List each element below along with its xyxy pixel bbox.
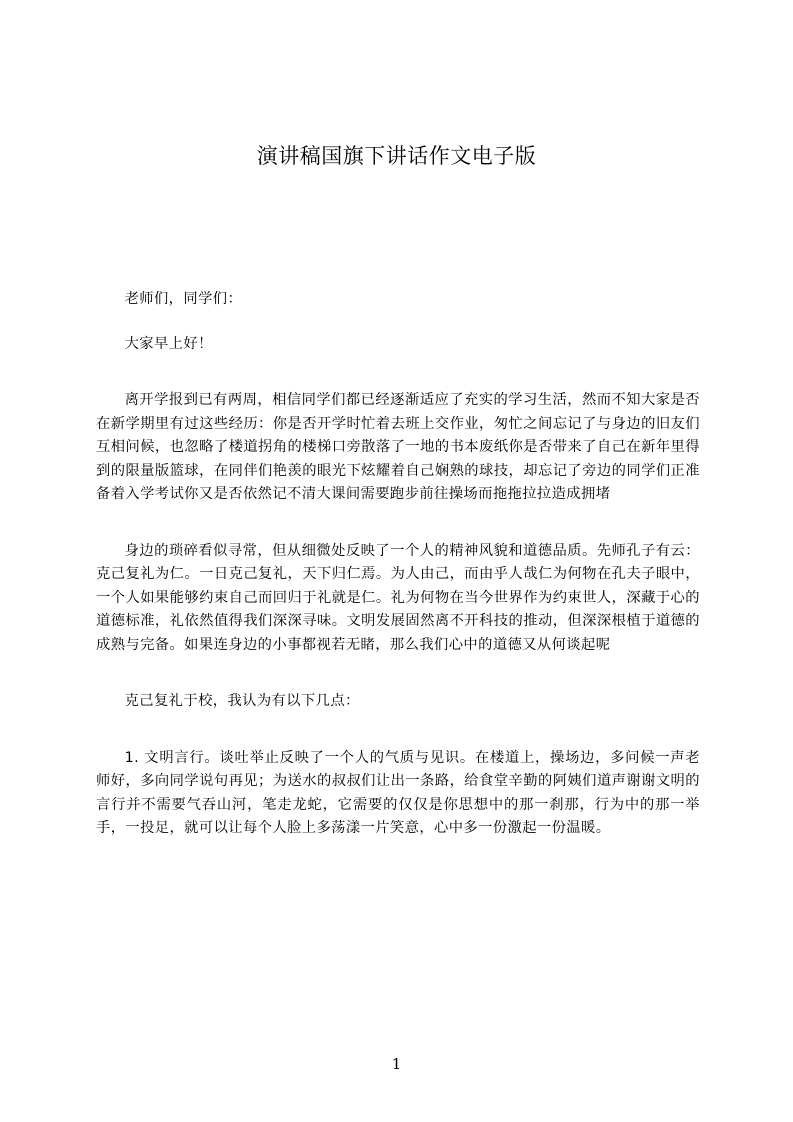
- document-body: [96, 288, 700, 841]
- salutation-paragraph: 大家早上好！: [124, 335, 213, 352]
- body-paragraph: 克己复礼于校，我认为有以下几点：: [124, 693, 360, 709]
- body-paragraph: 身边的琐碎看似寻常，但从细微处反映了一个人的精神风貌和道德品质。先师孔子有云：克己复礼为仁。一日克己复礼，天下归仁焉。为人由己，而由乎人哉仁为何物在孔夫子眼中，一个人如果能够约束自己而回归于礼就是仁。礼为何物在当今世界作为约束世人，深藏于心的道德标准，礼依然值得我们深深寻味。文明发展固然离不开科技的推动，但深深根植于道德的成熟与完备。如果连身边的小事都视若无睹，那么我们心中的道德又从何谈起呢: [96, 542, 700, 653]
- page-number: 1: [391, 1055, 402, 1073]
- greeting-paragraph: 老师们，同学们：: [124, 291, 243, 307]
- body-paragraph: 离开学报到已有两周，相信同学们都已经逐渐适应了充实的学习生活，然而不知大家是否在新学期里有过这些经历：你是否开学时忙着去班上交作业，匆忙之间忘记了与身边的旧友们互相问候，也忽略了楼道拐角的楼梯口旁散落了一地的书本废纸你是否带来了自己在新年里得到的限量版篮球，在同伴们艳羡的眼光下炫耀着自己娴熟的球技，却忘记了旁边的同学们正准备着入学考试你又是否依然记不清大课间需要跑步前往操场而拖拖拉拉造成拥堵: [96, 392, 700, 502]
- list-item-paragraph: 1. 文明言行。谈吐举止反映了一个人的气质与见识。在楼道上，操场边，多问候一声老师好，多向同学说句再见；为送水的叔叔们让出一条路，给食堂辛勤的阿姨们道声谢谢文明的言行并不需要气吞山河，笔走龙蛇，它需要的仅仅是你思想中的那一刹那，行为中的那一举手，一投足，就可以让每个人脸上多荡漾一片笑意，心中多一份激起一份温暖。: [96, 749, 700, 836]
- document-title: 演讲稿国旗下讲话作文电子版: [256, 144, 537, 168]
